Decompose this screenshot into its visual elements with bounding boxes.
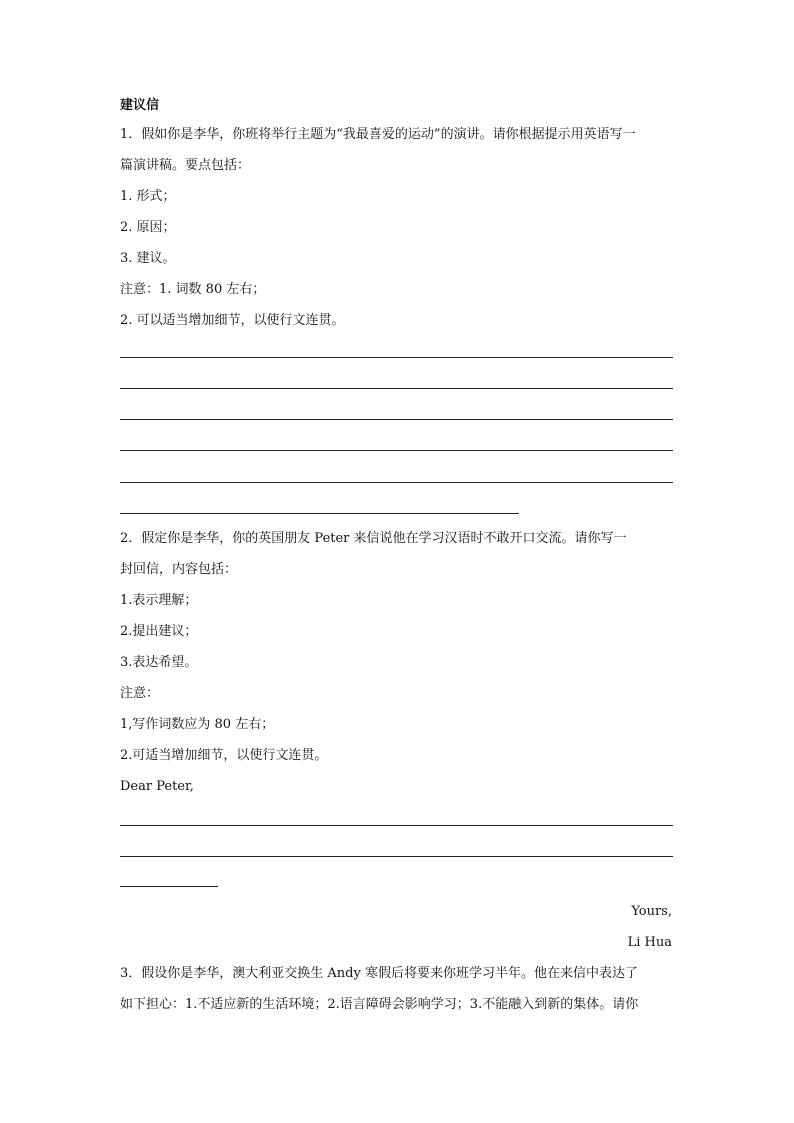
q1-prompt-line-2: 篇演讲稿。要点包括： (120, 158, 251, 173)
q2-point-3: 3.表达希望。 (120, 655, 198, 670)
q1-point-3: 3. 建议。 (120, 251, 176, 266)
q2-answer-line (120, 856, 673, 857)
q1-note-2: 2. 可以适当增加细节，以使行文连贯。 (120, 313, 345, 328)
q1-prompt-line-1: 1．假如你是李华，你班将举行主题为“我最喜爱的运动”的演讲。请你根据提示用英语写一 (120, 127, 636, 142)
q1-answer-line (120, 357, 673, 358)
q2-prompt-line-1: 2．假定你是李华，你的英国朋友 Peter 来信说他在学习汉语时不敢开口交流。请你写一 (120, 531, 627, 546)
q2-closing: Yours, (631, 904, 672, 919)
q3-prompt-line-2: 如下担心：1.不适应新的生活环境；2.语言障碍会影响学习；3.不能融入到新的集体。请你 (120, 997, 639, 1012)
q2-note-title: 注意： (120, 686, 160, 701)
q2-prompt-line-2: 封回信，内容包括： (120, 562, 238, 577)
q2-point-1: 1.表示理解； (120, 593, 198, 608)
q2-note-1: 1,写作词数应为 80 左右； (120, 717, 275, 732)
q2-salutation: Dear Peter, (120, 779, 194, 794)
q1-answer-line (120, 513, 519, 514)
q2-signature: Li Hua (627, 935, 672, 950)
section-title: 建议信 (120, 98, 160, 113)
q2-note-2: 2.可适当增加细节，以使行文连贯。 (120, 748, 328, 763)
q3-prompt-line-1: 3．假设你是李华，澳大利亚交换生 Andy 寒假后将要来你班学习半年。他在来信中表达了 (120, 966, 638, 981)
q1-answer-line (120, 419, 673, 420)
q1-note-1: 注意：1. 词数 80 左右； (120, 282, 266, 297)
q2-answer-line (120, 886, 218, 887)
q1-answer-line (120, 482, 673, 483)
q1-point-2: 2. 原因； (120, 220, 176, 235)
q1-answer-line (120, 450, 673, 451)
q1-point-1: 1. 形式； (120, 189, 176, 204)
q2-point-2: 2.提出建议； (120, 624, 198, 639)
q2-answer-line (120, 825, 673, 826)
q1-answer-line (120, 388, 673, 389)
